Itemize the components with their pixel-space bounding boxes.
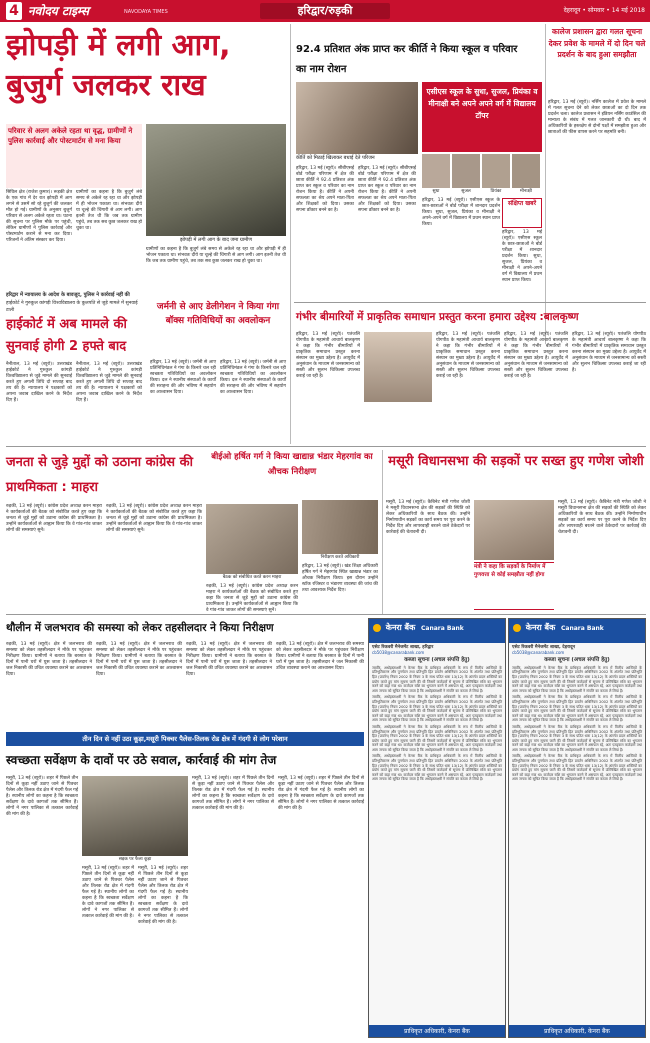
bank-email: cb5038@canarabank.com bbox=[512, 649, 565, 655]
story2-body: हरिद्वार, 13 मई (ब्यूरो)। सीबीएसई बोर्ड परीक्षा परिणाम में क्षेत्र की छात्रा कीर्ति ने 92.4 प्रतिशत अंक प्राप्त कर स्कूल व परिवार का नाम रोशन किया है। कीर्ति ने अपनी सफलता का श्रेय अपने माता-पिता और शिक्षकों को दिया। उसका सपना डॉक्टर बनने का है। bbox=[296, 166, 354, 213]
story5-body: नैनीताल, 13 मई (ब्यूरो)। उत्तराखंड हाईकोर्ट ने गुरुकुल कांगड़ी विश्वविद्यालय से जुड़े मामले की सुनवाई करते हुए अगली तिथि दो सप्ताह बाद तय की है। न्यायालय ने पक्षकारों को अपना जवाब दाखिल करने के निर्देश दिए हैं। bbox=[6, 362, 72, 403]
story1-tail: हरिद्वार में न्यायालय के आदेश के बावजूद, पुलिस ने कार्रवाई नहीं की bbox=[6, 292, 130, 298]
story3-banner: एसीएस स्कूल के सुधा, सुजल, प्रियंका व मीनाक्षी बने अपने अपने वर्ग में विद्यालय टॉपर bbox=[422, 82, 542, 152]
bank-name: केनरा बैंक bbox=[525, 623, 556, 632]
story6-headline: जर्मनी से आए डेलीगेशन ने किया गंगा बॉक्स गतिविधियों का अवलोकन bbox=[156, 302, 280, 326]
story8-photo bbox=[206, 504, 298, 574]
notice-body-4: जबकि, अधोहस्ताक्षरी ने केनरा बैंक के प्राधिकृत अधिकारी के रूप में वित्तीय आस्तियों के प्रतिभूतिकरण और पुनर्गठन तथा प्रतिभूति हित प्रवर्तन अधिनियम 2002 के अंतर्गत तथा प्रतिभूति हित (प्रवर्तन) नियम 2002 के नियम 3 के साथ पठित धारा 13(12) के अंतर्गत प्रदत्त शक्तियों का प्रयोग करते हुए मांग सूचना जारी की थी जिसमें कर्जदारों से सूचना में उल्लिखित राशि का भुगतान करने को कहा गया था। कर्जदार राशि का भुगतान करने में असफल रहे, अतः एतद्द्वारा कर्जदारों तथा आम जनता को सूचित किया जाता है कि अधोहस्ताक्षरी ने संपत्ति का कब्जा ले लिया है। bbox=[512, 754, 642, 782]
story10-headline: मसूरी विधानसभा की सड़कों पर सख्त हुए गणेश जोशी bbox=[388, 454, 644, 469]
story10-photo bbox=[474, 500, 554, 560]
story4-headline: कालेज प्रशासन द्वारा गलत सूचना देकर प्रवेश के मामले में दो दिन चले प्रदर्शन के बाद हुआ समझौता bbox=[548, 27, 646, 59]
story1-kicker: परिवार से अलग अकेले रहता था वृद्ध, ग्रामीणों ने पुलिस कार्रवाई और पोस्टमार्टम से मना किया bbox=[6, 124, 142, 188]
story7-body: हरिद्वार, 13 मई (ब्यूरो)। पतंजलि योगपीठ के महामंत्री आचार्य बालकृष्ण ने कहा कि गंभीर बीमारियों में प्राकृतिक समाधान प्रस्तुत करना संस्थान का मुख्य उद्देश्य है। आयुर्वेद में अनुसंधान के माध्यम से जनसामान्य को सस्ती और सुलभ चिकित्सा उपलब्ध कराई जा रही है। bbox=[296, 332, 360, 379]
column-divider bbox=[290, 24, 291, 444]
story2-headline: 92.4 प्रतिशत अंक प्राप्त कर कीर्ति ने किया स्कूल व परिवार का नाम रोशन bbox=[296, 44, 518, 75]
branch-name: एसेट रिकवरी मैनेजमेंट शाखा, हरिद्वार bbox=[372, 645, 434, 650]
story11-body-2: रुड़की, 13 मई (ब्यूरो)। क्षेत्र में जलभराव की समस्या को लेकर तहसीलदार ने मौके पर पहुंचकर निरीक्षण किया। ग्रामीणों ने बताया कि बरसात के दिनों में पानी घरों में घुस जाता है। तहसीलदार ने जल निकासी की उचित व्यवस्था कराने का आश्वासन दिया। bbox=[96, 642, 182, 677]
ad-footer: प्राधिकृत अधिकारी, केनरा बैंक bbox=[369, 1025, 505, 1037]
edition-dateline: देहरादून • सोमवार • 14 मई 2018 bbox=[563, 7, 645, 14]
notice-body: जबकि, अधोहस्ताक्षरी ने केनरा बैंक के प्राधिकृत अधिकारी के रूप में वित्तीय आस्तियों के प्रतिभूतिकरण और पुनर्गठन तथा प्रतिभूति हित प्रवर्तन अधिनियम 2002 के अंतर्गत तथा प्रतिभूति हित (प्रवर्तन) नियम 2002 के नियम 3 के साथ पठित धारा 13(12) के अंतर्गत प्रदत्त शक्तियों का प्रयोग करते हुए मांग सूचना जारी की थी जिसमें कर्जदारों से सूचना में उल्लिखित राशि का भुगतान करने को कहा गया था। कर्जदार राशि का भुगतान करने में असफल रहे, अतः एतद्द्वारा कर्जदारों तथा आम जनता को सूचित किया जाता है कि अधोहस्ताक्षरी ने संपत्ति का कब्जा ले लिया है। bbox=[372, 665, 502, 693]
branch-name: एसेट रिकवरी मैनेजमेंट शाखा, देहरादून bbox=[512, 645, 575, 650]
story10-body: मसूरी, 13 मई (ब्यूरो)। कैबिनेट मंत्री गणेश जोशी ने मसूरी विधानसभा क्षेत्र की सड़कों की स्थिति को लेकर अधिकारियों के साथ बैठक की। उन्होंने निर्माणाधीन सड़कों का कार्य समय पर पूरा करने के निर्देश दिए और लापरवाही बरतने वाले ठेकेदारों पर कार्रवाई की चेतावनी दी। bbox=[386, 500, 470, 535]
story9-headline: बीईओ हर्षित गर्ग ने किया खाद्यान्न भंडार मेहरगांव का औचक निरीक्षण bbox=[211, 452, 373, 477]
story7-body-4: हरिद्वार, 13 मई (ब्यूरो)। पतंजलि योगपीठ के महामंत्री आचार्य बालकृष्ण ने कहा कि गंभीर बीमारियों में प्राकृतिक समाधान प्रस्तुत करना संस्थान का मुख्य उद्देश्य है। आयुर्वेद में अनुसंधान के माध्यम से जनसामान्य को सस्ती और सुलभ चिकित्सा उपलब्ध कराई जा रही है। bbox=[572, 332, 646, 373]
story8-caption: बैठक को संबोधित करते करन माहरा bbox=[222, 575, 282, 580]
story12-body: मसूरी, 13 मई (ब्यूरो)। शहर में पिछले तीन दिनों से कूड़ा नहीं उठाए जाने से पिक्चर पैलेस और तिलक रोड क्षेत्र में गंदगी फैल गई है। स्थानीय लोगों का कहना है कि स्वच्छता सर्वेक्षण के दावे कागजों तक सीमित हैं। लोगों ने नगर पालिका से तत्काल कार्रवाई की मांग की है। bbox=[6, 776, 78, 817]
story6-body: हरिद्वार, 13 मई (ब्यूरो)। जर्मनी से आए प्रतिनिधिमंडल ने गंगा के किनारे चल रही स्वच्छता गतिविधियों का अवलोकन किया। दल ने स्थानीय संस्थाओं के कार्यों की सराहना की और भविष्य में सहयोग का आश्वासन दिया। bbox=[150, 360, 216, 395]
notice-body: जबकि, अधोहस्ताक्षरी ने केनरा बैंक के प्राधिकृत अधिकारी के रूप में वित्तीय आस्तियों के प्रतिभूतिकरण और पुनर्गठन तथा प्रतिभूति हित प्रवर्तन अधिनियम 2002 के अंतर्गत तथा प्रतिभूति हित (प्रवर्तन) नियम 2002 के नियम 3 के साथ पठित धारा 13(12) के अंतर्गत प्रदत्त शक्तियों का प्रयोग करते हुए मांग सूचना जारी की थी जिसमें कर्जदारों से सूचना में उल्लिखित राशि का भुगतान करने को कहा गया था। कर्जदार राशि का भुगतान करने में असफल रहे, अतः एतद्द्वारा कर्जदारों तथा आम जनता को सूचित किया जाता है कि अधोहस्ताक्षरी ने संपत्ति का कब्जा ले लिया है। bbox=[512, 665, 642, 693]
section-divider bbox=[294, 302, 646, 303]
topper-name-1: सुधा bbox=[432, 189, 440, 194]
column-divider bbox=[545, 24, 546, 344]
story1-caption: झोपड़ी में लगी आग के बाद जमा ग्रामीण bbox=[179, 237, 253, 243]
topper-photo-4 bbox=[512, 154, 540, 188]
story12-body-2: मसूरी, 13 मई (ब्यूरो)। शहर में पिछले तीन दिनों से कूड़ा नहीं उठाए जाने से पिक्चर पैलेस और तिलक रोड क्षेत्र में गंदगी फैल गई है। स्थानीय लोगों का कहना है कि स्वच्छता सर्वेक्षण के दावे कागजों तक सीमित हैं। लोगों ने नगर पालिका से तत्काल कार्रवाई की मांग की है। bbox=[82, 866, 134, 919]
notice-title: कब्जा सूचना (अचल संपत्ति हेतु) bbox=[544, 657, 610, 664]
topper-name-2: सुजल bbox=[461, 189, 471, 194]
story10-body-2: मसूरी, 13 मई (ब्यूरो)। कैबिनेट मंत्री गणेश जोशी ने मसूरी विधानसभा क्षेत्र की सड़कों की स्थिति को लेकर अधिकारियों के साथ बैठक की। उन्होंने निर्माणाधीन सड़कों का कार्य समय पर पूरा करने के निर्देश दिए और लापरवाही बरतने वाले ठेकेदारों पर कार्रवाई की चेतावनी दी। bbox=[558, 500, 646, 535]
brand-logo: नवोदय टाइम्स bbox=[28, 4, 90, 18]
ad-header bbox=[369, 619, 505, 643]
story1-body-2: ग्रामीणों का कहना है कि बुजुर्ग लंबे समय से अकेले रह रहा था और झोपड़ी में ही भोजन पकाता था। संभवतः दीये या चूल्हे की चिंगारी से आग लगी। आग इतनी तेज थी कि जब तक ग्रामीण पहुंचे, तब तक सब कुछ जलकर राख हो चुका था। bbox=[76, 190, 142, 231]
story9-caption: निरीक्षण करते अधिकारी bbox=[320, 555, 360, 560]
story7-photo bbox=[364, 332, 432, 402]
section-title: हरिद्वार/रुड़की bbox=[260, 3, 390, 19]
story1-photo bbox=[146, 124, 286, 236]
story8-headline: जनता से जुड़े मुद्दों को उठाना कांग्रेस की प्राथमिकता : माहरा bbox=[6, 455, 193, 495]
story5-body-2: नैनीताल, 13 मई (ब्यूरो)। उत्तराखंड हाईकोर्ट ने गुरुकुल कांगड़ी विश्वविद्यालय से जुड़े मामले की सुनवाई करते हुए अगली तिथि दो सप्ताह बाद तय की है। न्यायालय ने पक्षकारों को अपना जवाब दाखिल करने के निर्देश दिए हैं। bbox=[76, 362, 142, 403]
notice-body-3: जबकि, अधोहस्ताक्षरी ने केनरा बैंक के प्राधिकृत अधिकारी के रूप में वित्तीय आस्तियों के प्रतिभूतिकरण और पुनर्गठन तथा प्रतिभूति हित प्रवर्तन अधिनियम 2002 के अंतर्गत तथा प्रतिभूति हित (प्रवर्तन) नियम 2002 के नियम 3 के साथ पठित धारा 13(12) के अंतर्गत प्रदत्त शक्तियों का प्रयोग करते हुए मांग सूचना जारी की थी जिसमें कर्जदारों से सूचना में उल्लिखित राशि का भुगतान करने को कहा गया था। कर्जदार राशि का भुगतान करने में असफल रहे, अतः एतद्द्वारा कर्जदारों तथा आम जनता को सूचित किया जाता है कि अधोहस्ताक्षरी ने संपत्ति का कब्जा ले लिया है। bbox=[512, 724, 642, 752]
story11-body-4: रुड़की, 13 मई (ब्यूरो)। क्षेत्र में जलभराव की समस्या को लेकर तहसीलदार ने मौके पर पहुंचकर निरीक्षण किया। ग्रामीणों ने बताया कि बरसात के दिनों में पानी घरों में घुस जाता है। तहसीलदार ने जल निकासी की उचित व्यवस्था कराने का आश्वासन दिया। bbox=[276, 642, 364, 671]
story3-body: हरिद्वार, 13 मई (ब्यूरो)। एसीएस स्कूल के छात्र-छात्राओं ने बोर्ड परीक्षा में शानदार प्रदर्शन किया। सुधा, सुजल, प्रियंका व मीनाक्षी ने अपने-अपने वर्ग में विद्यालय में प्रथम स्थान प्राप्त किया। bbox=[422, 198, 500, 227]
column-divider bbox=[382, 450, 383, 614]
ad-footer: प्राधिकृत अधिकारी, केनरा बैंक bbox=[509, 1025, 645, 1037]
bank-name: केनरा बैंक bbox=[385, 623, 416, 632]
story8-body: रुड़की, 13 मई (ब्यूरो)। कांग्रेस प्रदेश अध्यक्ष करन माहरा ने कार्यकर्ताओं की बैठक को संबोधित करते हुए कहा कि जनता से जुड़े मुद्दों को उठाना कांग्रेस की प्राथमिकता है। उन्होंने कार्यकर्ताओं से आह्वान किया कि वे गांव-गांव जाकर लोगों की समस्याएं सुनें। bbox=[6, 504, 102, 533]
story10-quote: मंत्री ने कहा कि सड़कों के निर्माण में गुणवत्ता से कोई समझौता नहीं होगा bbox=[474, 562, 554, 610]
story12-body-3: मसूरी, 13 मई (ब्यूरो)। शहर में पिछले तीन दिनों से कूड़ा नहीं उठाए जाने से पिक्चर पैलेस और तिलक रोड क्षेत्र में गंदगी फैल गई है। स्थानीय लोगों का कहना है कि स्वच्छता सर्वेक्षण के दावे कागजों तक सीमित हैं। लोगों ने नगर पालिका से तत्काल कार्रवाई की मांग की है। bbox=[138, 866, 188, 925]
story1-headline: झोपड़ी में लगी आग, बुजुर्ग जलकर राख bbox=[6, 28, 231, 103]
story7-body-2: हरिद्वार, 13 मई (ब्यूरो)। पतंजलि योगपीठ के महामंत्री आचार्य बालकृष्ण ने कहा कि गंभीर बीमारियों में प्राकृतिक समाधान प्रस्तुत करना संस्थान का मुख्य उद्देश्य है। आयुर्वेद में अनुसंधान के माध्यम से जनसामान्य को सस्ती और सुलभ चिकित्सा उपलब्ध कराई जा रही है। bbox=[436, 332, 500, 379]
story11-headline: थौलीन में जलभराव की समस्या को लेकर तहसीलदार ने किया निरीक्षण bbox=[6, 622, 274, 634]
story8-body-2: रुड़की, 13 मई (ब्यूरो)। कांग्रेस प्रदेश अध्यक्ष करन माहरा ने कार्यकर्ताओं की बैठक को संबोधित करते हुए कहा कि जनता से जुड़े मुद्दों को उठाना कांग्रेस की प्राथमिकता है। उन्होंने कार्यकर्ताओं से आह्वान किया कि वे गांव-गांव जाकर लोगों की समस्याएं सुनें। bbox=[106, 504, 202, 533]
notice-body-4: जबकि, अधोहस्ताक्षरी ने केनरा बैंक के प्राधिकृत अधिकारी के रूप में वित्तीय आस्तियों के प्रतिभूतिकरण और पुनर्गठन तथा प्रतिभूति हित प्रवर्तन अधिनियम 2002 के अंतर्गत तथा प्रतिभूति हित (प्रवर्तन) नियम 2002 के नियम 3 के साथ पठित धारा 13(12) के अंतर्गत प्रदत्त शक्तियों का प्रयोग करते हुए मांग सूचना जारी की थी जिसमें कर्जदारों से सूचना में उल्लिखित राशि का भुगतान करने को कहा गया था। कर्जदार राशि का भुगतान करने में असफल रहे, अतः एतद्द्वारा कर्जदारों तथा आम जनता को सूचित किया जाता है कि अधोहस्ताक्षरी ने संपत्ति का कब्जा ले लिया है। bbox=[372, 754, 502, 782]
bank-name-en: Canara Bank bbox=[561, 625, 604, 632]
canara-bank-notice-2 bbox=[508, 618, 646, 1038]
garbage-strap: तीन दिन से नहीं उठा कूड़ा,मसूरी पिक्चर पैलेस-तिलक रोड क्षेत्र में गंदगी से लोग परेशान bbox=[6, 732, 364, 746]
story12-caption: सड़क पर फैला कूड़ा bbox=[118, 857, 152, 862]
story11-body: रुड़की, 13 मई (ब्यूरो)। क्षेत्र में जलभराव की समस्या को लेकर तहसीलदार ने मौके पर पहुंचकर निरीक्षण किया। ग्रामीणों ने बताया कि बरसात के दिनों में पानी घरों में घुस जाता है। तहसीलदार ने जल निकासी की उचित व्यवस्था कराने का आश्वासन दिया। bbox=[6, 642, 92, 677]
story2-photo bbox=[296, 82, 418, 154]
story12-photo bbox=[82, 776, 188, 856]
story9-photo bbox=[302, 500, 378, 554]
ad-header bbox=[509, 619, 645, 643]
topper-name-4: मीनाक्षी bbox=[520, 189, 532, 194]
canara-bank-notice-1 bbox=[368, 618, 506, 1038]
notice-body-3: जबकि, अधोहस्ताक्षरी ने केनरा बैंक के प्राधिकृत अधिकारी के रूप में वित्तीय आस्तियों के प्रतिभूतिकरण और पुनर्गठन तथा प्रतिभूति हित प्रवर्तन अधिनियम 2002 के अंतर्गत तथा प्रतिभूति हित (प्रवर्तन) नियम 2002 के नियम 3 के साथ पठित धारा 13(12) के अंतर्गत प्रदत्त शक्तियों का प्रयोग करते हुए मांग सूचना जारी की थी जिसमें कर्जदारों से सूचना में उल्लिखित राशि का भुगतान करने को कहा गया था। कर्जदार राशि का भुगतान करने में असफल रहे, अतः एतद्द्वारा कर्जदारों तथा आम जनता को सूचित किया जाता है कि अधोहस्ताक्षरी ने संपत्ति का कब्जा ले लिया है। bbox=[372, 724, 502, 752]
story3-sidebar-body: हरिद्वार, 13 मई (ब्यूरो)। एसीएस स्कूल के छात्र-छात्राओं ने बोर्ड परीक्षा में शानदार प्रदर्शन किया। सुधा, सुजल, प्रियंका व मीनाक्षी ने अपने-अपने वर्ग में विद्यालय में प्रथम स्थान प्राप्त किया। bbox=[502, 230, 542, 283]
bank-name-en: Canara Bank bbox=[421, 625, 464, 632]
topper-photo-2 bbox=[452, 154, 480, 188]
notice-body-2: जबकि, अधोहस्ताक्षरी ने केनरा बैंक के प्राधिकृत अधिकारी के रूप में वित्तीय आस्तियों के प्रतिभूतिकरण और पुनर्गठन तथा प्रतिभूति हित प्रवर्तन अधिनियम 2002 के अंतर्गत तथा प्रतिभूति हित (प्रवर्तन) नियम 2002 के नियम 3 के साथ पठित धारा 13(12) के अंतर्गत प्रदत्त शक्तियों का प्रयोग करते हुए मांग सूचना जारी की थी जिसमें कर्जदारों से सूचना में उल्लिखित राशि का भुगतान करने को कहा गया था। कर्जदार राशि का भुगतान करने में असफल रहे, अतः एतद्द्वारा कर्जदारों तथा आम जनता को सूचित किया जाता है कि अधोहस्ताक्षरी ने संपत्ति का कब्जा ले लिया है। bbox=[372, 695, 502, 723]
story2-body-2: हरिद्वार, 13 मई (ब्यूरो)। सीबीएसई बोर्ड परीक्षा परिणाम में क्षेत्र की छात्रा कीर्ति ने 92.4 प्रतिशत अंक प्राप्त कर स्कूल व परिवार का नाम रोशन किया है। कीर्ति ने अपनी सफलता का श्रेय अपने माता-पिता और शिक्षकों को दिया। उसका सपना डॉक्टर बनने का है। bbox=[358, 166, 416, 213]
story12-body-4: मसूरी, 13 मई (ब्यूरो)। शहर में पिछले तीन दिनों से कूड़ा नहीं उठाए जाने से पिक्चर पैलेस और तिलक रोड क्षेत्र में गंदगी फैल गई है। स्थानीय लोगों का कहना है कि स्वच्छता सर्वेक्षण के दावे कागजों तक सीमित हैं। लोगों ने नगर पालिका से तत्काल कार्रवाई की मांग की है। bbox=[192, 776, 274, 811]
story4-body: हरिद्वार, 13 मई (ब्यूरो)। नर्सिंग कालेज में प्रवेश के मामले में गलत सूचना देने को लेकर छात्राओं का दो दिन तक प्रदर्शन चला। कालेज प्रशासन ने इंडियन नर्सिंग काउंसिल की मान्यता के संबंध में गलत जानकारी दी थी। बाद में अधिकारियों के हस्तक्षेप से दोनों पक्षों में समझौता हुआ और छात्राओं की फीस वापस करने पर सहमति बनी। bbox=[548, 100, 646, 135]
story12-headline: स्वच्छता सर्वेक्षण के दावों पर उठे सवाल, कार्रवाई की मांग तेज bbox=[6, 753, 277, 767]
story7-body-3: हरिद्वार, 13 मई (ब्यूरो)। पतंजलि योगपीठ के महामंत्री आचार्य बालकृष्ण ने कहा कि गंभीर बीमारियों में प्राकृतिक समाधान प्रस्तुत करना संस्थान का मुख्य उद्देश्य है। आयुर्वेद में अनुसंधान के माध्यम से जनसामान्य को सस्ती और सुलभ चिकित्सा उपलब्ध कराई जा रही है। bbox=[504, 332, 568, 379]
topper-name-3: प्रियंका bbox=[490, 189, 502, 194]
story7-headline: गंभीर बीमारियों में प्राकृतिक समाधान प्रस्तुत करना हमारा उद्देश्य :बालकृष्ण bbox=[296, 311, 579, 323]
story1-body-3: ग्रामीणों का कहना है कि बुजुर्ग लंबे समय से अकेले रह रहा था और झोपड़ी में ही भोजन पकाता था। संभवतः दीये या चूल्हे की चिंगारी से आग लगी। आग इतनी तेज थी कि जब तक ग्रामीण पहुंचे, तब तक सब कुछ जलकर राख हो चुका था। bbox=[146, 247, 286, 264]
story3-sidebar: संक्षिप्त खबरें bbox=[502, 198, 542, 228]
canara-logo-icon bbox=[373, 624, 381, 632]
story5-headline: हाईकोर्ट में अब मामले की सुनवाई होगी 2 हफ्ते बाद bbox=[6, 317, 127, 354]
topper-photo-1 bbox=[422, 154, 450, 188]
section-divider bbox=[6, 446, 646, 447]
bank-email: cb5038@canarabank.com bbox=[372, 649, 425, 655]
canara-logo-icon bbox=[513, 624, 521, 632]
story6-body-2: हरिद्वार, 13 मई (ब्यूरो)। जर्मनी से आए प्रतिनिधिमंडल ने गंगा के किनारे चल रही स्वच्छता गतिविधियों का अवलोकन किया। दल ने स्थानीय संस्थाओं के कार्यों की सराहना की और भविष्य में सहयोग का आश्वासन दिया। bbox=[220, 360, 286, 395]
brand-subtitle: NAVODAYA TIMES bbox=[124, 9, 168, 15]
notice-title: कब्जा सूचना (अचल संपत्ति हेतु) bbox=[404, 657, 470, 664]
section-divider bbox=[6, 614, 646, 615]
story9-body: हरिद्वार, 13 मई (ब्यूरो)। खंड शिक्षा अधिकारी हर्षित गर्ग ने मेहरगांव स्थित खाद्यान्न भंडार का औचक निरीक्षण किया। इस दौरान उन्होंने स्टॉक रजिस्टर व भंडारण व्यवस्था की जांच की तथा आवश्यक निर्देश दिए। bbox=[302, 564, 378, 593]
story1-body: सिविल क्षेत्र (राजेश कुमार)। रूड़की क्षेत्र के एक गांव में देर रात झोपड़ी में आग लगने से उसमें सो रहे बुजुर्ग की जलकर मौत हो गई। ग्रामीणों के अनुसार बुजुर्ग परिवार से अलग अकेले रहता था। घटना की सूचना पर पुलिस मौके पर पहुंची, लेकिन ग्रामीणों ने पुलिस कार्रवाई और पोस्टमार्टम कराने से मना कर दिया। परिजनों ने अंतिम संस्कार कर दिया। bbox=[6, 190, 72, 243]
page-number: 4 bbox=[6, 2, 22, 20]
story2-caption: कीर्ति को मिठाई खिलाकर बधाई देते परिजन bbox=[296, 155, 375, 161]
story12-body-5: मसूरी, 13 मई (ब्यूरो)। शहर में पिछले तीन दिनों से कूड़ा नहीं उठाए जाने से पिक्चर पैलेस और तिलक रोड क्षेत्र में गंदगी फैल गई है। स्थानीय लोगों का कहना है कि स्वच्छता सर्वेक्षण के दावे कागजों तक सीमित हैं। लोगों ने नगर पालिका से तत्काल कार्रवाई की मांग की है। bbox=[278, 776, 364, 811]
story5-kicker: हाईकोर्ट ने गुरुकुल कांगड़ी विश्वविद्यालय के कुलपति से जुड़े मामले में सुनवाई टाली bbox=[6, 301, 138, 313]
topper-photo-3 bbox=[482, 154, 510, 188]
story11-body-3: रुड़की, 13 मई (ब्यूरो)। क्षेत्र में जलभराव की समस्या को लेकर तहसीलदार ने मौके पर पहुंचकर निरीक्षण किया। ग्रामीणों ने बताया कि बरसात के दिनों में पानी घरों में घुस जाता है। तहसीलदार ने जल निकासी की उचित व्यवस्था कराने का आश्वासन दिया। bbox=[186, 642, 272, 677]
story8-body-3: रुड़की, 13 मई (ब्यूरो)। कांग्रेस प्रदेश अध्यक्ष करन माहरा ने कार्यकर्ताओं की बैठक को संबोधित करते हुए कहा कि जनता से जुड़े मुद्दों को उठाना कांग्रेस की प्राथमिकता है। उन्होंने कार्यकर्ताओं से आह्वान किया कि वे गांव-गांव जाकर लोगों की समस्याएं सुनें। bbox=[206, 584, 298, 613]
notice-body-2: जबकि, अधोहस्ताक्षरी ने केनरा बैंक के प्राधिकृत अधिकारी के रूप में वित्तीय आस्तियों के प्रतिभूतिकरण और पुनर्गठन तथा प्रतिभूति हित प्रवर्तन अधिनियम 2002 के अंतर्गत तथा प्रतिभूति हित (प्रवर्तन) नियम 2002 के नियम 3 के साथ पठित धारा 13(12) के अंतर्गत प्रदत्त शक्तियों का प्रयोग करते हुए मांग सूचना जारी की थी जिसमें कर्जदारों से सूचना में उल्लिखित राशि का भुगतान करने को कहा गया था। कर्जदार राशि का भुगतान करने में असफल रहे, अतः एतद्द्वारा कर्जदारों तथा आम जनता को सूचित किया जाता है कि अधोहस्ताक्षरी ने संपत्ति का कब्जा ले लिया है। bbox=[512, 695, 642, 723]
